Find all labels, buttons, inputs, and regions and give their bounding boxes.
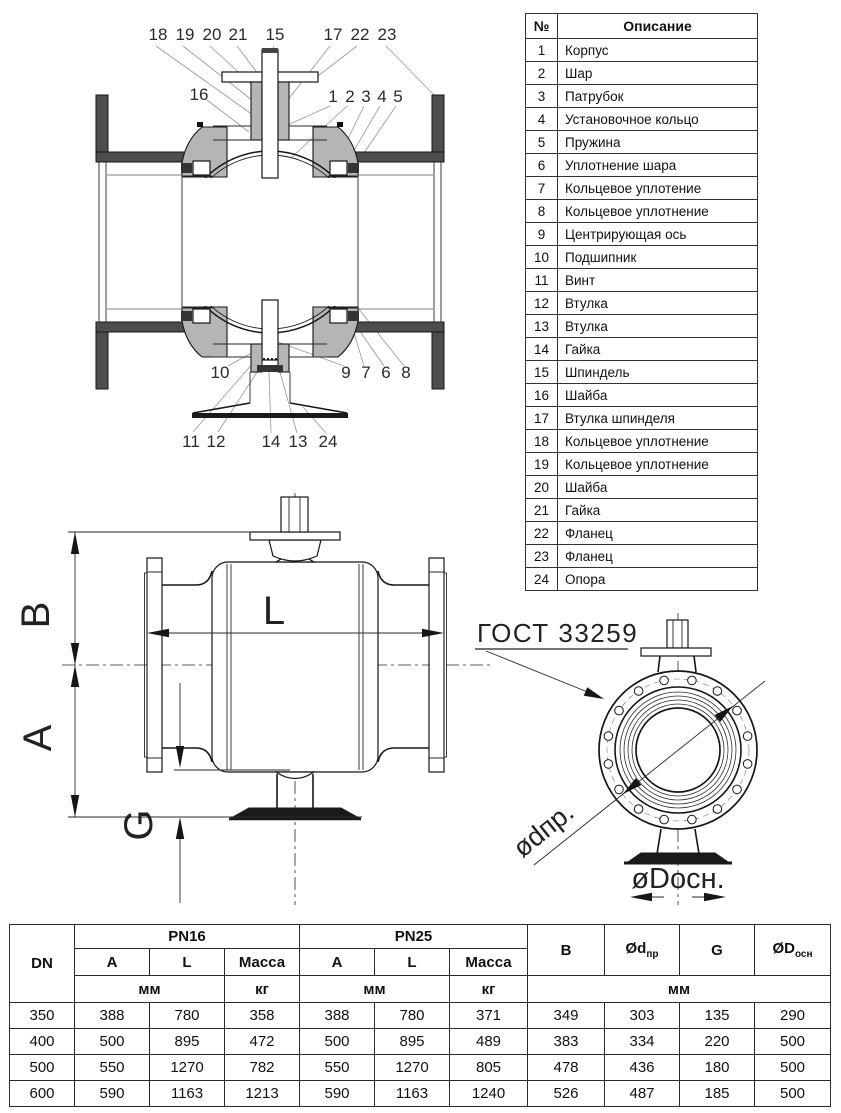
callout-17: 17 — [323, 25, 343, 44]
dimension-drawings — [0, 485, 841, 920]
part-desc: Уплотнение шара — [558, 154, 758, 177]
dim-cell: 388 — [300, 1003, 375, 1029]
dim-cell: 478 — [528, 1055, 605, 1081]
part-row — [526, 453, 758, 476]
right-pipe-flange — [352, 95, 444, 389]
gost-label: ГОСТ 33259 — [477, 618, 639, 648]
part-num: 15 — [526, 361, 558, 384]
part-num: 6 — [526, 154, 558, 177]
callout-20: 20 — [202, 25, 222, 44]
callout-19: 19 — [175, 25, 195, 44]
callout-10: 10 — [210, 363, 230, 382]
dim-cell: 135 — [680, 1003, 755, 1029]
col-l-header: L — [150, 949, 225, 976]
part-num: 8 — [526, 200, 558, 223]
part-num: 14 — [526, 338, 558, 361]
part-row — [526, 154, 758, 177]
dim-cell: 371 — [450, 1003, 528, 1029]
part-desc: Опора — [558, 568, 758, 591]
callout-13: 13 — [288, 432, 308, 451]
callout-2: 2 — [345, 87, 355, 106]
dn-value: 600 — [10, 1081, 75, 1107]
dim-label-g: G — [117, 809, 161, 841]
part-row — [526, 85, 758, 108]
dim-cell: 895 — [375, 1029, 450, 1055]
dim-cell: 1163 — [375, 1081, 450, 1107]
dim-cell: 500 — [300, 1029, 375, 1055]
unit-mm: мм — [300, 976, 450, 1003]
dim-cell: 180 — [680, 1055, 755, 1081]
valve-section-drawing — [0, 0, 520, 470]
part-num: 18 — [526, 430, 558, 453]
col-mass-header: Масса — [225, 949, 300, 976]
part-desc: Фланец — [558, 522, 758, 545]
part-desc: Подшипник — [558, 246, 758, 269]
dim-cell: 1270 — [375, 1055, 450, 1081]
callout-21: 21 — [228, 25, 248, 44]
dim-cell: 550 — [300, 1055, 375, 1081]
dim-cell: 358 — [225, 1003, 300, 1029]
dim-cell: 290 — [755, 1003, 831, 1029]
callout-16: 16 — [189, 85, 209, 104]
part-num: 17 — [526, 407, 558, 430]
part-num: 16 — [526, 384, 558, 407]
part-desc: Втулка — [558, 315, 758, 338]
dims-row-dn600 — [10, 1081, 831, 1107]
dims-row-dn500 — [10, 1055, 831, 1081]
part-row — [526, 246, 758, 269]
dims-row-dn350 — [10, 1003, 831, 1029]
part-desc: Гайка — [558, 499, 758, 522]
callout-8: 8 — [401, 363, 411, 382]
dim-cell: 590 — [75, 1081, 150, 1107]
part-row — [526, 108, 758, 131]
part-num: 9 — [526, 223, 558, 246]
unit-kg: кг — [450, 976, 528, 1003]
dimensions-table — [9, 924, 831, 1107]
part-num: 21 — [526, 499, 558, 522]
callout-9: 9 — [341, 363, 351, 382]
part-desc: Шар — [558, 62, 758, 85]
part-row — [526, 131, 758, 154]
unit-mm: мм — [528, 976, 831, 1003]
part-desc: Корпус — [558, 39, 758, 62]
part-desc: Шайба — [558, 476, 758, 499]
part-num: 19 — [526, 453, 558, 476]
dim-cell: 500 — [75, 1029, 150, 1055]
dn-value: 400 — [10, 1029, 75, 1055]
callout-11: 11 — [182, 432, 200, 451]
callout-5: 5 — [393, 87, 403, 106]
left-pipe-flange — [96, 95, 188, 389]
col-dpr-header: $Ød_{пр}$ — [605, 925, 680, 976]
callout-14: 14 — [261, 432, 281, 451]
dim-cell: 500 — [755, 1029, 831, 1055]
part-row — [526, 430, 758, 453]
dim-cell: 303 — [605, 1003, 680, 1029]
dim-cell: 1240 — [450, 1081, 528, 1107]
col-b-header: B — [528, 925, 605, 976]
dim-cell: 895 — [150, 1029, 225, 1055]
part-num: 5 — [526, 131, 558, 154]
part-num: 12 — [526, 292, 558, 315]
callout-22: 22 — [350, 25, 370, 44]
dim-cell: 1163 — [150, 1081, 225, 1107]
part-num: 4 — [526, 108, 558, 131]
dim-cell: 526 — [528, 1081, 605, 1107]
dim-cell: 550 — [75, 1055, 150, 1081]
part-num: 7 — [526, 177, 558, 200]
dim-cell: 472 — [225, 1029, 300, 1055]
gost-annotation — [475, 618, 638, 699]
dim-cell: 780 — [150, 1003, 225, 1029]
part-row — [526, 223, 758, 246]
dim-cell: 388 — [75, 1003, 150, 1029]
stem-assembly — [222, 48, 318, 178]
part-desc: Кольцевое уплотнение — [558, 453, 758, 476]
dims-header-row-1 — [10, 925, 831, 949]
part-row — [526, 39, 758, 62]
parts-header-row — [526, 14, 758, 39]
group-pn25-header: PN25 — [300, 925, 528, 949]
dim-cell: 805 — [450, 1055, 528, 1081]
col-mass-header: Масса — [450, 949, 528, 976]
valve-end-view — [507, 613, 765, 905]
part-desc: Винт — [558, 269, 758, 292]
part-desc: Кольцевое уплотнение — [558, 200, 758, 223]
dims-header-row-3 — [10, 976, 831, 1003]
part-desc: Пружина — [558, 131, 758, 154]
part-desc: Втулка шпинделя — [558, 407, 758, 430]
dim-cell: 780 — [375, 1003, 450, 1029]
part-row — [526, 384, 758, 407]
dim-cell: 489 — [450, 1029, 528, 1055]
col-dn-header: DN — [10, 925, 75, 1003]
part-row — [526, 361, 758, 384]
dim-cell: 436 — [605, 1055, 680, 1081]
dim-cell: 185 — [680, 1081, 755, 1107]
part-desc: Центрирующая ось — [558, 223, 758, 246]
part-num: 20 — [526, 476, 558, 499]
dims-row-dn400 — [10, 1029, 831, 1055]
col-g-header: G — [680, 925, 755, 976]
part-num: 11 — [526, 269, 558, 292]
unit-kg: кг — [225, 976, 300, 1003]
part-desc: Кольцевое уплотение — [558, 177, 758, 200]
dim-cell: 487 — [605, 1081, 680, 1107]
part-desc: Гайка — [558, 338, 758, 361]
col-dosn-header: $ØD_{осн}$ — [755, 925, 831, 976]
dim-label-l: L — [262, 589, 286, 633]
dim-cell: 500 — [755, 1081, 831, 1107]
dim-cell: 383 — [528, 1029, 605, 1055]
part-desc: Кольцевое уплотнение — [558, 430, 758, 453]
dim-cell: 220 — [680, 1029, 755, 1055]
dn-value: 350 — [10, 1003, 75, 1029]
part-desc: Патрубок — [558, 85, 758, 108]
callout-12: 12 — [206, 432, 226, 451]
dim-cell: 500 — [755, 1055, 831, 1081]
parts-col-desc: Описание — [558, 14, 758, 39]
callout-18: 18 — [148, 25, 168, 44]
bolt-circle-label: ødпр. — [507, 796, 580, 864]
dim-label-b: B — [14, 601, 58, 629]
part-num: 1 — [526, 39, 558, 62]
dim-label-a: A — [16, 724, 60, 752]
part-num: 24 — [526, 568, 558, 591]
part-num: 2 — [526, 62, 558, 85]
part-num: 23 — [526, 545, 558, 568]
part-row — [526, 200, 758, 223]
part-row — [526, 338, 758, 361]
dim-cell: 1213 — [225, 1081, 300, 1107]
valve-side-view — [62, 493, 492, 905]
part-row — [526, 177, 758, 200]
dim-cell: 590 — [300, 1081, 375, 1107]
group-pn16-header: PN16 — [75, 925, 300, 949]
dim-cell: 1270 — [150, 1055, 225, 1081]
col-a-header: A — [75, 949, 150, 976]
callout-7: 7 — [361, 363, 371, 382]
part-row — [526, 315, 758, 338]
callout-23: 23 — [377, 25, 397, 44]
col-l-header: L — [375, 949, 450, 976]
part-num: 10 — [526, 246, 558, 269]
part-num: 3 — [526, 85, 558, 108]
col-a-header: A — [300, 949, 375, 976]
parts-col-num: № — [526, 14, 558, 39]
dim-cell: 782 — [225, 1055, 300, 1081]
callout-15: 15 — [265, 25, 285, 44]
part-row — [526, 407, 758, 430]
part-desc: Шпиндель — [558, 361, 758, 384]
part-desc: Шайба — [558, 384, 758, 407]
callout-3: 3 — [361, 87, 371, 106]
callout-24: 24 — [318, 432, 338, 451]
callout-1: 1 — [328, 87, 338, 106]
callout-4: 4 — [377, 87, 387, 106]
part-row — [526, 62, 758, 85]
part-desc: Втулка — [558, 292, 758, 315]
part-num: 13 — [526, 315, 558, 338]
part-row — [526, 292, 758, 315]
part-desc: Установочное кольцо — [558, 108, 758, 131]
dim-cell: 334 — [605, 1029, 680, 1055]
callout-6: 6 — [381, 363, 391, 382]
dim-cell: 349 — [528, 1003, 605, 1029]
dn-value: 500 — [10, 1055, 75, 1081]
part-desc: Фланец — [558, 545, 758, 568]
part-row — [526, 269, 758, 292]
part-num: 22 — [526, 522, 558, 545]
support-dia-label: øDосн. — [631, 863, 725, 895]
unit-mm: мм — [75, 976, 225, 1003]
